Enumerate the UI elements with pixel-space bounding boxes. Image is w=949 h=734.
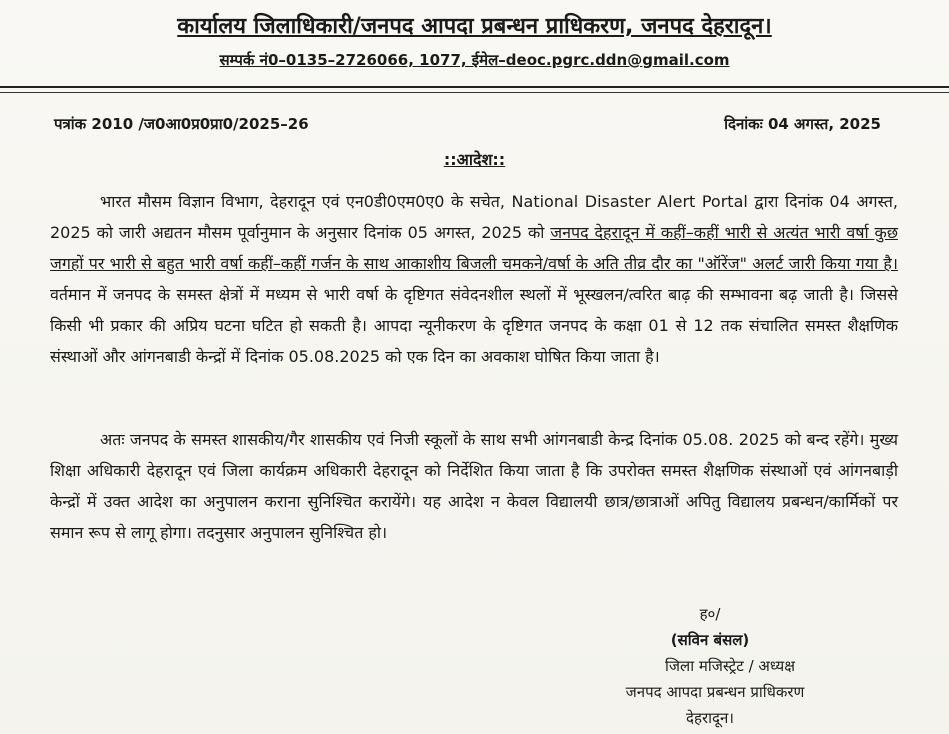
- paragraph-closure: [50, 424, 898, 548]
- paragraph-alert-part2: वर्तमान में जनपद के समस्त क्षेत्रों में मध्यम से भारी वर्षा के दृष्टिगत संवेदनशील स्थलों में भूस्खलन/त्वरित बाढ़ की सम्भावना बढ़ जाती है। जिससे किसी भी प्रकार की अप्रिय घटना घटित हो सकती है। आपदा न्यूनीकरण के दृष्टिगत जनपद के कक्षा 01 से 12 तक संचालित समस्त शैक्षणिक संस्थाओं और आंगनबाडी केन्द्रों में दिनांक 05.08.2025 को एक दिन का अवकाश घोषित किया जाता है।: [50, 285, 898, 366]
- paragraph-closure-text: अतः जनपद के समस्त शासकीय/गैर शासकीय एवं निजी स्कूलों के साथ सभी आंगनबाडी केन्द्र दिनांक 05.08. 2025 को बन्द रहेंगे। मुख्य शिक्षा अधिकारी देहरादून एवं जिला कार्यक्रम अधिकारी देहरादून को निर्देशित किया जाता है कि उपरोक्त समस्त शैक्षणिक संस्थाओं एवं आंगनबाड़ी केन्द्रों में उक्त आदेश का अनुपालन कराना सुनिश्चित करायेंगे। यह आदेश न केवल विद्यालयी छात्र/छात्राओं अपितु विद्यालय प्रबन्धन/कार्मिकों पर समान रूप से लागू होगा। तदनुसार अनुपालन सुनिश्चित हो।: [50, 430, 898, 542]
- signature-mark: ह०/: [699, 605, 721, 623]
- office-title: कार्यालय जिलाधिकारी/जनपद आपदा प्रबन्धन प्राधिकरण, जनपद देहरादून।: [177, 14, 772, 39]
- contact-line: सम्पर्क नं0–0135–2726066, 1077, ईमेल–deoc.pgrc.ddn@gmail.com: [219, 51, 730, 69]
- paragraph-alert-part1: भारत मौसम विज्ञान विभाग, देहरादून एवं एन0डी0एम0ए0 के सचेत, National Disaster Alert Portal द्वारा दिनांक 04 अगस्त, 2025 को जारी अद्यतन मौसम पूर्वानुमान के अनुसार दिनांक 05 अगस्त, 2025 को: [50, 192, 898, 242]
- signatory-name: (सविन बंसल): [670, 631, 750, 649]
- signatory-designation: जिला मजिस्ट्रेट / अध्यक्ष: [665, 657, 795, 675]
- reference-number: पत्रांक 2010 /ज0आ0प्र0प्रा0/2025–26: [54, 115, 309, 133]
- order-date: दिनांकः 04 अगस्त, 2025: [724, 115, 881, 133]
- order-heading: ::आदेश::: [443, 150, 506, 169]
- signatory-place: देहरादून।: [686, 709, 734, 727]
- header-divider: [0, 86, 949, 88]
- signatory-authority: जनपद आपदा प्रबन्धन प्राधिकरण: [625, 683, 805, 701]
- paragraph-alert-underlined: जनपद देहरादून में कहीं–कहीं भारी से अत्यंत भारी वर्षा कुछ जगहों पर भारी से बहुत भारी वर्षा कहीं–कहीं गर्जन के साथ आकाशीय बिजली चमकने/वर्षा के अति तीव्र दौर का "ऑरेंज" अलर्ट जारी किया गया है।: [50, 223, 898, 273]
- paragraph-alert: [50, 186, 898, 372]
- header-divider-thin: [0, 92, 949, 93]
